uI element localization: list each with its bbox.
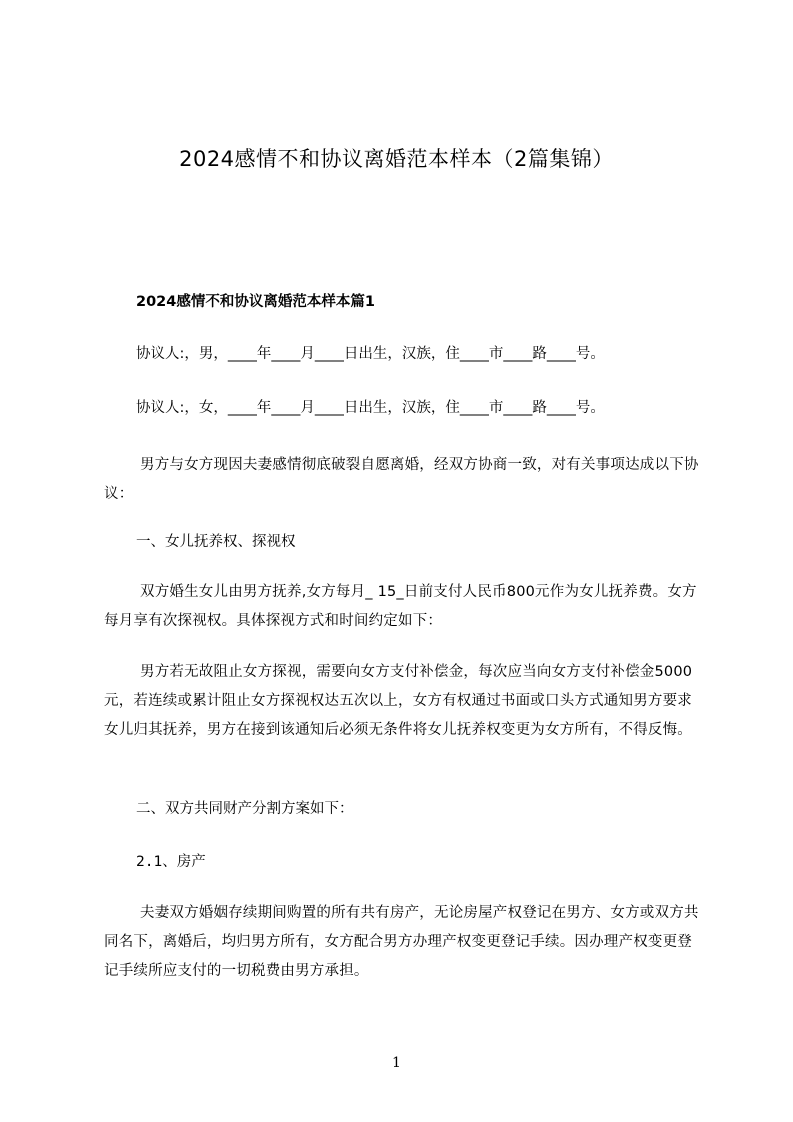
party-female-line: 协议人:，女，____年____月____日出生，汉族，住____市____路____号。 (136, 400, 605, 416)
intro-paragraph: 男方与女方现因夫妻感情彻底破裂自愿离婚，经双方协商一致，对有关事项达成以下协议： (104, 457, 699, 502)
document-title: 2024感情不和协议离婚范本样本（2篇集锦） (179, 147, 614, 171)
clause1-paragraph-2: 男方若无故阻止女方探视，需要向女方支付补偿金，每次应当向女方支付补偿金5000元，若连续或累计阻止女方探视权达五次以上，女方有权通过书面或口头方式通知男方要求女儿归其抚养，男方在接到该通知后必须无条件将女儿抚养权变更为女方所有，不得反悔。 (104, 664, 693, 738)
clause1-heading: 一、女儿抚养权、探视权 (136, 534, 296, 550)
clause2-heading: 二、双方共同财产分割方案如下： (136, 801, 354, 817)
clause1-paragraph-1: 双方婚生女儿由男方抚养,女方每月_ 15_日前支付人民币800元作为女儿抚养费。女方每月享有次探视权。具体探视方式和时间约定如下： (104, 584, 697, 629)
clause2-1-paragraph: 夫妻双方婚姻存续期间购置的所有共有房产，无论房屋产权登记在男方、女方或双方共同名下，离婚后，均归男方所有，女方配合男方办理产权变更登记手续。因办理产权变更登记手续所应支付的一切税费由男方承担。 (104, 905, 699, 979)
party-male-line: 协议人:，男，____年____月____日出生，汉族，住____市____路____号。 (136, 346, 605, 362)
section-heading: 2024感情不和协议离婚范本样本篇1 (136, 294, 375, 310)
page-number: 1 (392, 1055, 401, 1071)
clause2-1-heading: 2.1、房产 (136, 854, 206, 870)
